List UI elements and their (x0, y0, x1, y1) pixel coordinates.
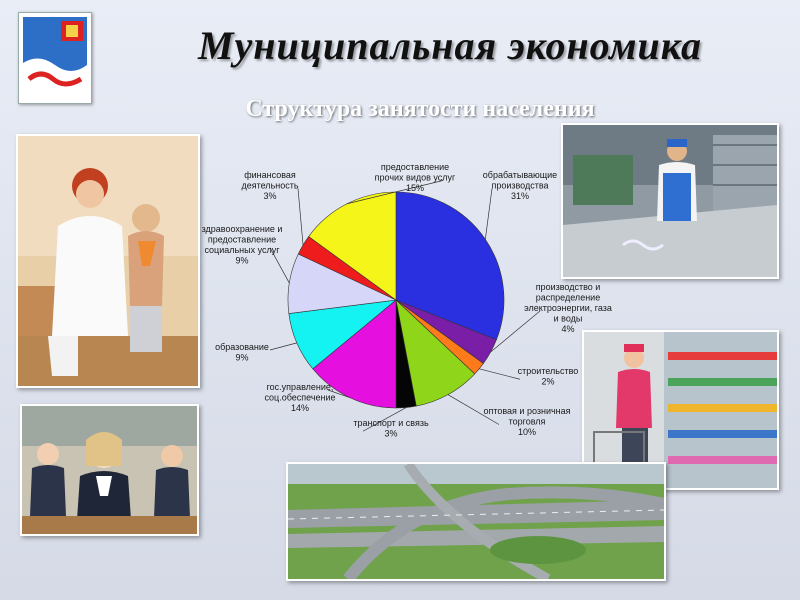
slice-label-line: 3% (384, 428, 398, 439)
slice-label (202, 224, 283, 266)
slice-label-line: финансовая (244, 170, 296, 180)
slice-label-line: распределение (535, 292, 601, 303)
slice-label-line: деятельность (241, 180, 299, 191)
slice-label-line: образование (215, 342, 269, 352)
leader-line (270, 343, 297, 350)
slice-label-line: социальных услуг (204, 245, 280, 255)
slice-label (264, 382, 335, 413)
slice-label-line: соц.обеспечение (264, 392, 336, 403)
slice-label (483, 406, 570, 437)
slice-label-line: предоставление (380, 162, 450, 172)
slice-label-line: предоставление (207, 234, 277, 245)
slice-label (483, 170, 557, 201)
slice-label-line: гос.управление, (266, 382, 334, 392)
slice-label (241, 170, 298, 201)
slice-label-line: 3% (263, 191, 277, 201)
slice-label-line: 10% (517, 427, 537, 437)
slice-label (375, 162, 456, 193)
chart-title: Структура занятости населения (245, 96, 595, 122)
slice-label (518, 366, 579, 387)
slice-label-line: и воды (553, 313, 583, 324)
leader-line (479, 369, 520, 379)
slice-label-line: прочих видов услуг (374, 172, 456, 183)
slice-label-line: 2% (541, 376, 555, 387)
slice-label-line: 31% (510, 191, 530, 201)
slice-label-line: строительство (517, 366, 579, 376)
slice-label (353, 418, 429, 439)
slice-label-line: производство и (535, 282, 601, 292)
slide-title: Муниципальная экономика (197, 23, 703, 68)
slice-label-line: транспорт и связь (353, 418, 429, 428)
slice-label-line: обрабатывающие (482, 170, 558, 180)
slice-label-line: 9% (235, 352, 249, 363)
slice-label-line: торговля (508, 416, 546, 427)
slice-label (215, 342, 269, 363)
slice-label-line: 9% (235, 255, 249, 266)
slice-label-line: здравоохранение и (201, 224, 283, 234)
slice-label (524, 282, 612, 334)
slice-label-line: оптовая и розничная (483, 406, 571, 416)
slice-label-line: электроэнергии, газа (524, 303, 612, 313)
slice-label-line: 14% (290, 403, 310, 413)
slice-label-line: 4% (561, 324, 575, 334)
slice-label-line: производства (491, 180, 549, 191)
leader-line (298, 189, 303, 246)
slice-label-line: 15% (405, 183, 425, 193)
leader-line (485, 189, 492, 240)
